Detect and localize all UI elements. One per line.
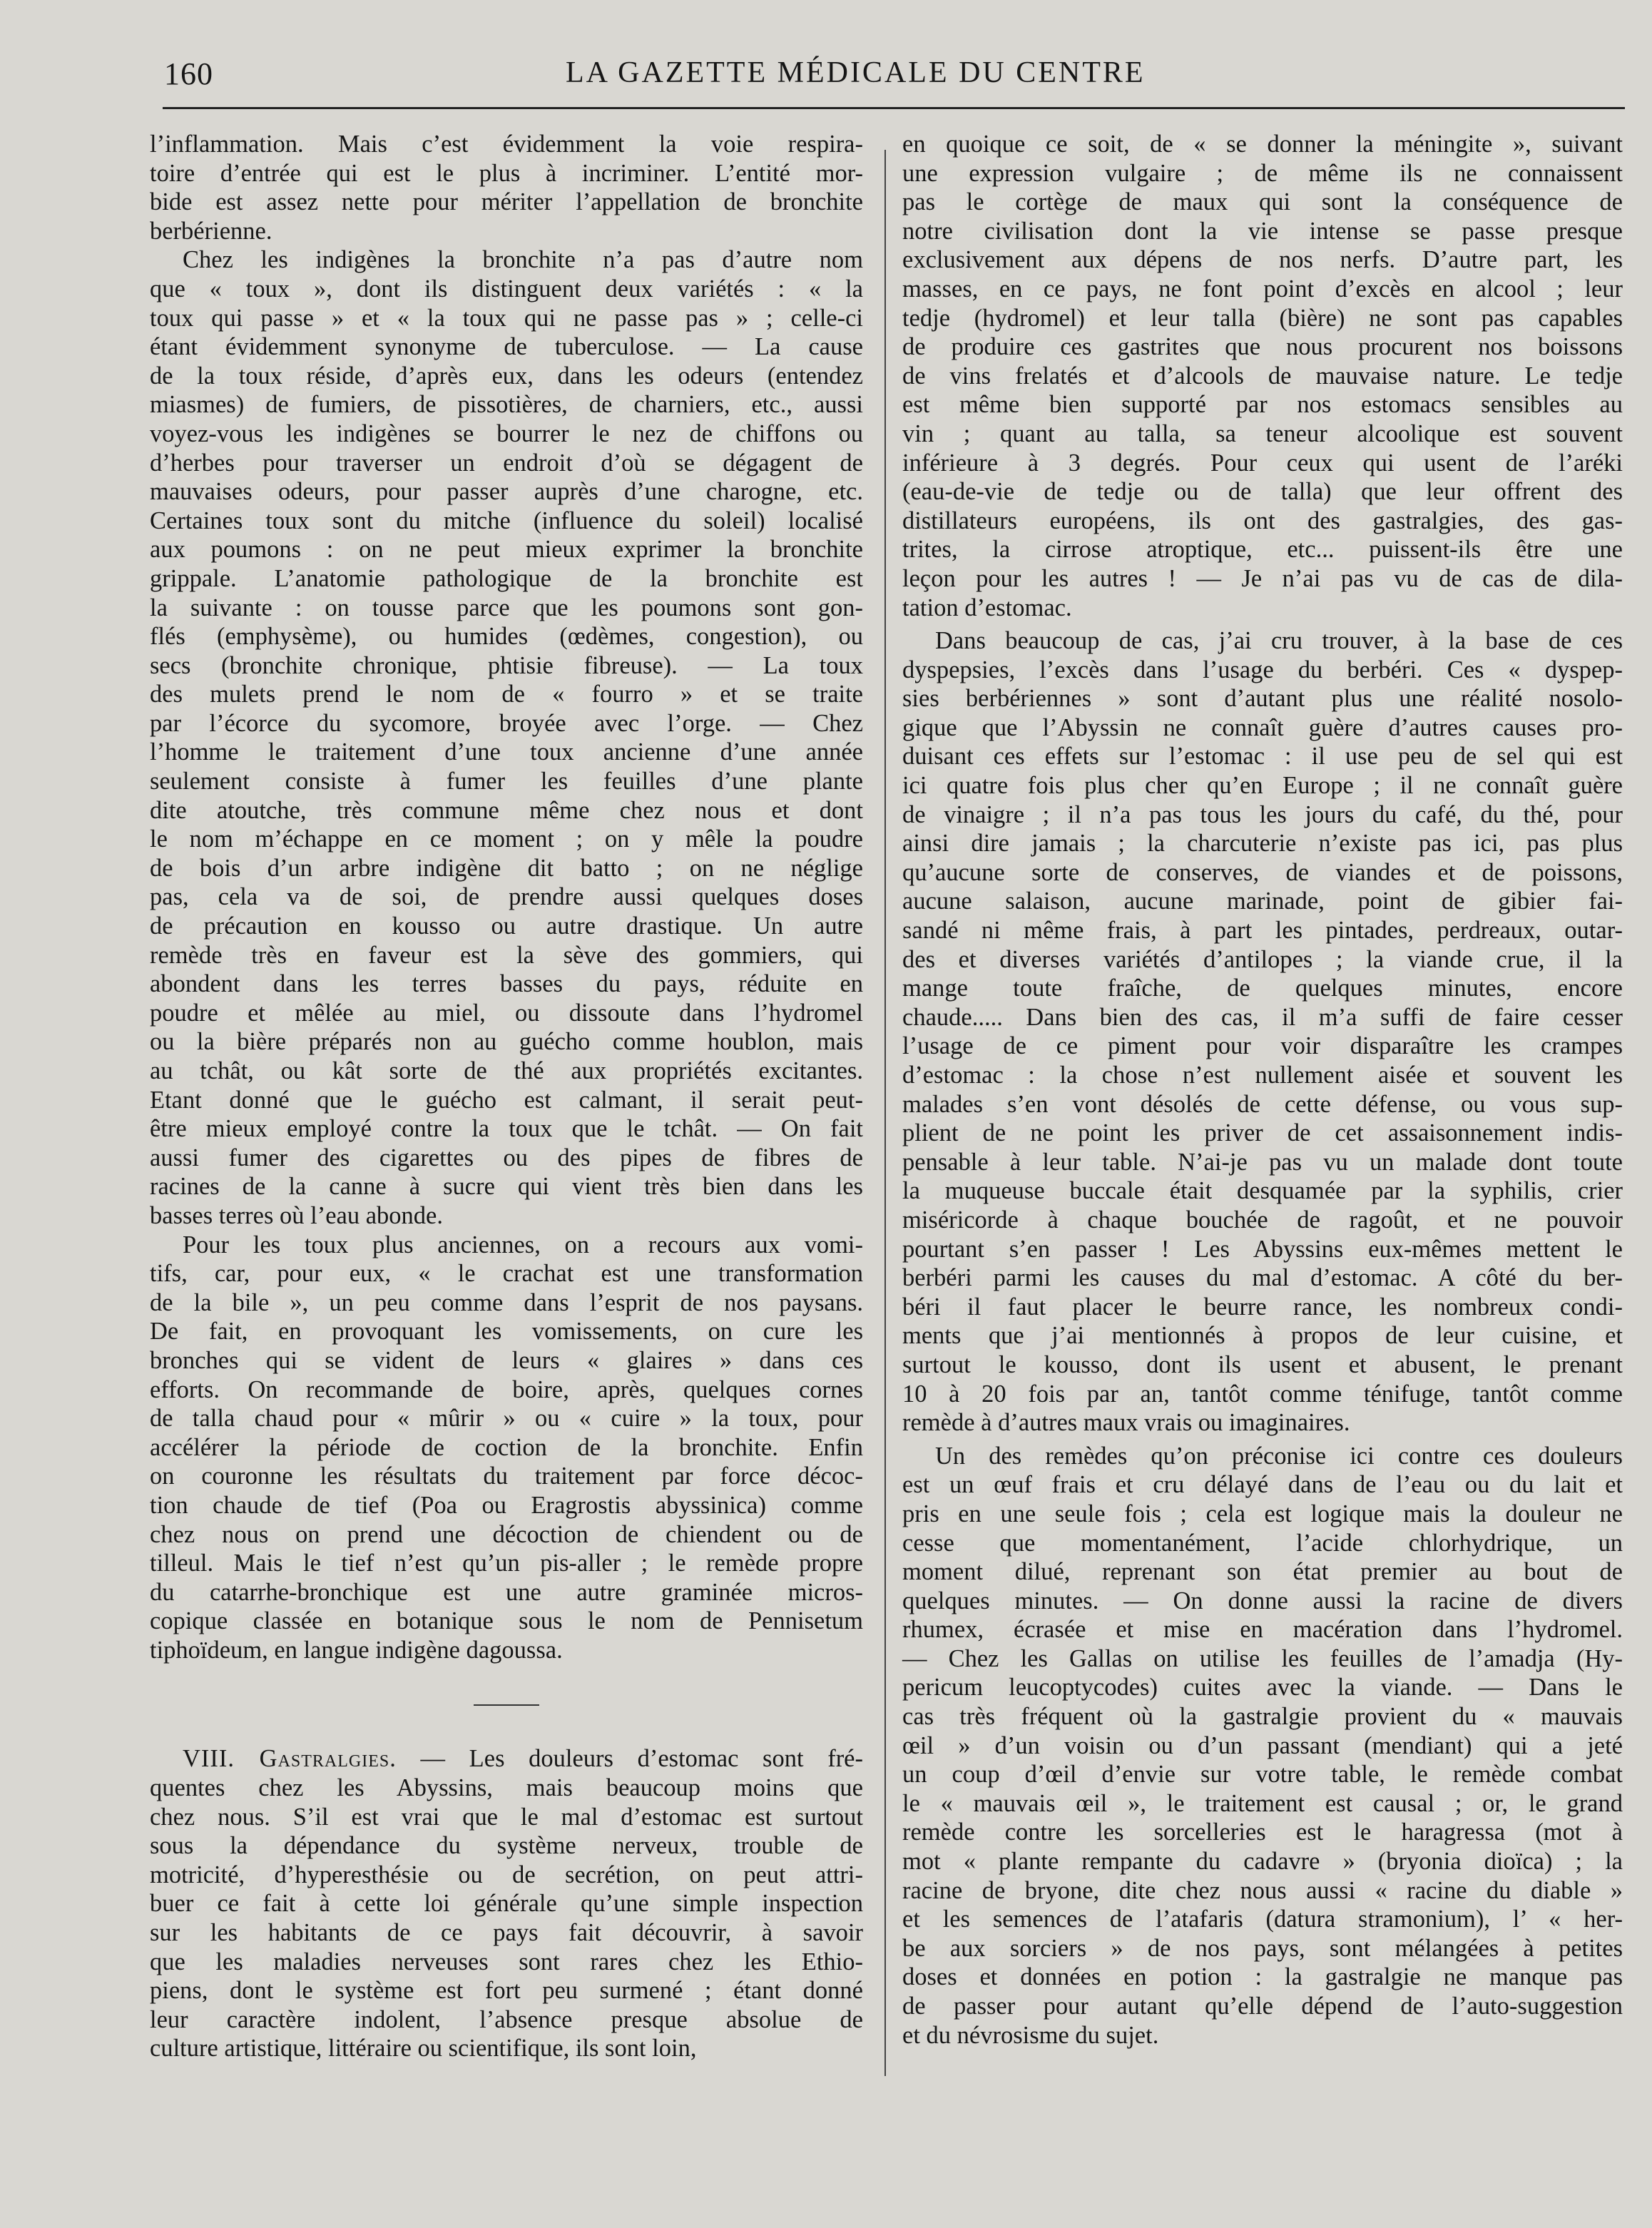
paragraph	[150, 130, 863, 245]
text-line: dyspepsies, l’excès dans l’usage du berbéri. Ces « dyspep-	[902, 656, 1623, 683]
text-line: chaude..... Dans bien des cas, il m’a suffi de faire cesser	[902, 1003, 1623, 1031]
text-line: tation d’estomac.	[902, 594, 1072, 621]
text-line: on couronne les résultats du traitement par force décoc-	[150, 1463, 863, 1490]
header-rule	[163, 107, 1625, 109]
text-line: exclusivement aux dépens de nos nerfs. D’autre part, les	[902, 246, 1623, 274]
text-line: miasmes) de fumiers, de pissotières, de charniers, etc., aussi	[150, 391, 863, 419]
text-line: des mulets prend le nom de « fourro » et se traite	[150, 681, 863, 708]
text-line: aux poumons : on ne peut mieux exprimer la bronchite	[150, 536, 863, 564]
text-line: pericum leucoptycodes) cuites avec la viande. — Dans le	[902, 1674, 1623, 1701]
text-line: et les semences de l’atafaris (datura stramonium), l’ « her-	[902, 1906, 1623, 1933]
paragraph	[150, 1231, 863, 1665]
text-line: motricité, d’hyperesthésie ou de secrétion, on peut attri-	[150, 1861, 863, 1888]
text-line: Etant donné que le guécho est calmant, il serait peut-	[150, 1086, 863, 1114]
text-line: de passer pour autant qu’elle dépend de l’auto-suggestion	[902, 1993, 1623, 2020]
text-line: seulement consiste à fumer les feuilles d’une plante	[150, 768, 863, 795]
text-line: ments que j’ai mentionnés à propos de leur cuisine, et	[902, 1322, 1623, 1350]
text-line: voyez-vous les indigènes se bourrer le nez de chiffons ou	[150, 419, 863, 447]
paragraph	[902, 130, 1623, 622]
text-line: sur les habitants de ce pays fait découvrir, à savoir	[150, 1919, 863, 1947]
text-line: de la toux réside, d’après eux, dans les odeurs (entendez	[150, 362, 863, 390]
text-line: accélérer la période de coction de la bronchite. Enfin	[150, 1433, 863, 1461]
text-line: est un œuf frais et cru délayé dans de l’eau ou du lait et	[902, 1471, 1623, 1499]
text-line: en quoique ce soit, de « se donner la méningite », suivant	[902, 131, 1623, 158]
text-line: ainsi dire jamais ; la charcuterie n’existe pas ici, pas plus	[902, 830, 1623, 858]
page-number: 160	[164, 56, 213, 91]
text-line: distillateurs européens, ils ont des gastralgies, des gas-	[902, 507, 1623, 534]
text-line: la suivante : on tousse parce que les poumons sont gon-	[150, 594, 863, 621]
text-line: cesse que momentanément, l’acide chlorhydrique, un	[902, 1529, 1623, 1557]
text-line: tion chaude de tief (Poa ou Eragrostis abyssinica) comme	[150, 1491, 863, 1519]
text-line: chez nous. S’il est vrai que le mal d’estomac est surtout	[150, 1803, 863, 1831]
text-line: la muqueuse buccale était desquamée par la syphilis, crier	[902, 1177, 1623, 1205]
text-line: remède très en faveur est la sève des gommiers, qui	[150, 941, 863, 969]
text-line: plient de ne point les priver de cet assaisonnement indis-	[902, 1119, 1623, 1147]
text-line: pas, cela va de soi, de prendre aussi quelques doses	[150, 883, 863, 911]
text-line: racines de la canne à sucre qui vient très bien dans les	[150, 1173, 863, 1201]
text-line: est même bien supporté par nos estomacs sensibles au	[902, 391, 1623, 419]
text-line: Dans beaucoup de cas, j’ai cru trouver, à la base de ces	[935, 627, 1623, 655]
text-line: duisant ces effets sur l’estomac : il use peu de sel qui est	[902, 743, 1623, 770]
text-line: surtout le kousso, dont ils usent et abusent, le prenant	[902, 1350, 1623, 1378]
text-line: 10 à 20 fois par an, tantôt comme ténifuge, tantôt comme	[902, 1380, 1623, 1408]
text-line: remède contre les sorcelleries est le haragressa (mot à	[902, 1818, 1623, 1846]
text-line: quelques minutes. — On donne aussi la racine de divers	[902, 1587, 1623, 1614]
text-line: masses, en ce pays, ne font point d’excès en alcool ; leur	[902, 275, 1623, 302]
text-line: de bois d’un arbre indigène dit batto ; on ne néglige	[150, 854, 863, 882]
text-line: toire d’entrée qui est le plus à incriminer. L’entité mor-	[150, 159, 863, 187]
text-line: mauvaises odeurs, pour passer auprès d’une charogne, etc.	[150, 478, 863, 506]
text-line: sandé ni même frais, à part les pintades, perdreaux, outar-	[902, 917, 1623, 945]
text-line: chez nous on prend une décoction de chiendent ou de	[150, 1520, 863, 1548]
text-line: gique que l’Abyssin ne connaît guère d’autres causes pro-	[902, 713, 1623, 741]
page-header	[163, 56, 1625, 98]
text-line: berbéri parmi les causes du mal d’estomac. A côté du ber-	[902, 1264, 1623, 1292]
paragraph	[150, 245, 863, 1230]
text-line: bronches qui se vident de leurs « glaires » dans ces	[150, 1346, 863, 1374]
text-line: que les maladies nerveuses sont rares chez les Ethio-	[150, 1948, 863, 1975]
text-line: doses et données en potion : la gastralgie ne manque pas	[902, 1963, 1623, 1991]
text-line: tiphoïdeum, en langue indigène dagoussa.	[150, 1636, 563, 1664]
text-line: mot « plante rempante du cadavre » (bryonia dioïca) ; la	[902, 1848, 1623, 1876]
text-line: du catarrhe-bronchique est une autre graminée micros-	[150, 1578, 863, 1606]
text-line: vin ; quant au talla, sa teneur alcoolique est souvent	[902, 419, 1623, 447]
paragraph	[902, 626, 1623, 1438]
text-line: (eau-de-vie de tedje ou de talla) que leur offrent des	[902, 478, 1623, 506]
text-line: malades s’en vont désolés de cette défense, ou vous sup-	[902, 1090, 1623, 1118]
text-line: l’homme le traitement d’une toux ancienne d’une année	[150, 738, 863, 766]
text-line: aussi fumer des cigarettes ou des pipes de fibres de	[150, 1144, 863, 1171]
text-line: sies berbériennes » sont d’autant plus une réalité nosolo-	[902, 685, 1623, 713]
text-line: pourtant s’en passer ! Les Abyssins eux-mêmes mettent le	[902, 1235, 1623, 1263]
text-line: de vins frelatés et d’alcools de mauvaise nature. Le tedje	[902, 362, 1623, 390]
text-line: d’herbes pour traverser un endroit d’où se dégagent de	[150, 449, 863, 477]
section-first-line	[150, 1744, 863, 1774]
text-line: rhumex, écrasée et mise en macération dans l’hydromel.	[902, 1616, 1623, 1644]
text-line: culture artistique, littéraire ou scientifique, ils sont loin,	[150, 2035, 697, 2062]
text-line: Pour les toux plus anciennes, on a recours aux vomi-	[183, 1231, 863, 1258]
right-column	[902, 130, 1623, 2050]
text-line: de produire ces gastrites que nous procurent nos boissons	[902, 333, 1623, 361]
text-line: leur caractère indolent, l’absence presque absolue de	[150, 2005, 863, 2033]
journal-title: LA GAZETTE MÉDICALE DU CENTRE	[566, 56, 1146, 89]
text-line: poudre et mêlée au miel, ou dissoute dans l’hydromel	[150, 999, 863, 1027]
section-heading: VIII. Gastralgies.	[183, 1745, 397, 1773]
text-line: efforts. On recommande de boire, après, quelques cornes	[150, 1375, 863, 1403]
text-line: copique classée en botanique sous le nom de Pennisetum	[150, 1607, 863, 1635]
text-line: qu’aucune sorte de conserves, de viandes et de poissons,	[902, 858, 1623, 886]
text-line: piens, dont le système est fort peu surmené ; étant donné	[150, 1977, 863, 2005]
text-line: l’usage de ce piment pour voir disparaître les crampes	[902, 1032, 1623, 1060]
text-line: tifs, car, pour eux, « le crachat est une transformation	[150, 1260, 863, 1288]
text-line: flés (emphysème), ou humides (œdèmes, congestion), ou	[150, 623, 863, 651]
text-line: dite atoutche, très commune même chez nous et dont	[150, 796, 863, 824]
text-line: étant évidemment synonyme de tuberculose. — La cause	[150, 333, 863, 361]
text-line: et du névrosisme du sujet.	[902, 2021, 1159, 2049]
text-line: l’inflammation. Mais c’est évidemment la voie respira-	[150, 131, 863, 158]
text-line: racine de bryone, dite chez nous aussi « racine du diable »	[902, 1876, 1623, 1904]
text-line: ici quatre fois plus cher qu’en Europe ; il ne connaît guère	[902, 772, 1623, 800]
text-line: inférieure à 3 degrés. Pour ceux qui usent de l’aréki	[902, 449, 1623, 477]
text-line: Chez les indigènes la bronchite n’a pas d’autre nom	[183, 246, 863, 274]
text-line: des et diverses variétés d’antilopes ; la viande crue, il la	[902, 945, 1623, 973]
text-line: notre civilisation dont la vie intense se passe presque	[902, 217, 1623, 245]
column-divider	[884, 150, 886, 2076]
text-line: pensable à leur table. N’ai-je pas vu un malade dont toute	[902, 1148, 1623, 1176]
text-line: de vinaigre ; il n’a pas tous les jours du café, du thé, pour	[902, 800, 1623, 828]
text-line: secs (bronchite chronique, phtisie fibreuse). — La toux	[150, 651, 863, 679]
text-line: buer ce fait à cette loi générale qu’une simple inspection	[150, 1890, 863, 1918]
text-line: de talla chaud pour « mûrir » ou « cuire » la toux, pour	[150, 1405, 863, 1433]
text-line: de la bile », un peu comme dans l’esprit de nos paysans.	[150, 1288, 863, 1316]
paragraph	[902, 1442, 1623, 2050]
text-line: bide est assez nette pour mériter l’appellation de bronchite	[150, 188, 863, 216]
text-line: œil » d’un voisin ou d’un passant (mendiant) qui a jeté	[902, 1731, 1623, 1759]
text-line: par l’écorce du sycomore, broyée avec l’orge. — Chez	[150, 709, 863, 737]
text-line: aucune salaison, aucune marinade, point de gibier fai-	[902, 887, 1623, 915]
text-line: miséricorde à chaque bouchée de ragoût, et ne pouvoir	[902, 1206, 1623, 1233]
text-line: abondent dans les terres basses du pays, réduite en	[150, 970, 863, 998]
text-line: le « mauvais œil », le traitement est causal ; or, le grand	[902, 1789, 1623, 1817]
section-gastralgies	[150, 1744, 863, 2063]
text-line: toux qui passe » et « la toux qui ne passe pas » ; celle-ci	[150, 304, 863, 332]
text-line: d’estomac : la chose n’est nullement aisée et souvent les	[902, 1062, 1623, 1089]
text-line: berbérienne.	[150, 217, 272, 245]
left-column	[150, 130, 863, 2063]
paragraph	[150, 1774, 863, 2063]
text-line: pris en une seule fois ; cela est logique mais la douleur ne	[902, 1500, 1623, 1527]
text-line: que « toux », dont ils distinguent deux variétés : « la	[150, 275, 863, 302]
text-line: remède à d’autres maux vrais ou imaginaires.	[902, 1409, 1350, 1437]
text-line: — Chez les Gallas on utilise les feuilles de l’amadja (Hy-	[902, 1644, 1623, 1672]
section-separator	[474, 1704, 539, 1706]
text-line: mange toute fraîche, de quelques minutes, encore	[902, 975, 1623, 1002]
text-line: Certaines toux sont du mitche (influence du soleil) localisé	[150, 507, 863, 534]
text-line: quentes chez les Abyssins, mais beaucoup moins que	[150, 1774, 863, 1802]
text-line: moment dilué, reprenant son état premier au bout de	[902, 1558, 1623, 1586]
text-line: Un des remèdes qu’on préconise ici contre ces douleurs	[935, 1442, 1623, 1470]
text-line: de précaution en kousso ou autre drastique. Un autre	[150, 912, 863, 940]
text-line: sous la dépendance du système nerveux, trouble de	[150, 1832, 863, 1860]
text-line: une expression vulgaire ; de même ils ne connaissent	[902, 159, 1623, 187]
text-line: le nom m’échappe en ce moment ; on y mêle la poudre	[150, 825, 863, 853]
text-line: basses terres où l’eau abonde.	[150, 1201, 443, 1229]
text-line: be aux sorciers » de nos pays, sont mélangées à petites	[902, 1934, 1623, 1962]
text-line: De fait, en provoquant les vomissements, on cure les	[150, 1318, 863, 1346]
text-line: un coup d’œil d’envie sur votre table, le remède combat	[902, 1761, 1623, 1789]
text-line: tilleul. Mais le tief n’est qu’un pis-aller ; le remède propre	[150, 1550, 863, 1577]
text-line: béri il faut placer le beurre rance, les nombreux condi-	[902, 1293, 1623, 1321]
text-line: — Les douleurs d’estomac sont fré-	[396, 1745, 863, 1773]
text-line: au tchât, ou kât sorte de thé aux propriétés excitantes.	[150, 1057, 863, 1084]
text-line: grippale. L’anatomie pathologique de la bronchite est	[150, 564, 863, 592]
text-line: trites, la cirrose atroptique, etc... puissent-ils être une	[902, 536, 1623, 564]
text-line: tedje (hydromel) et leur talla (bière) ne sont pas capables	[902, 304, 1623, 332]
text-line: être mieux employé contre la toux que le tchât. — On fait	[150, 1115, 863, 1143]
text-line: ou la bière préparés non au guécho comme houblon, mais	[150, 1028, 863, 1056]
text-line: cas très fréquent où la gastralgie provient du « mauvais	[902, 1703, 1623, 1731]
text-line: leçon pour les autres ! — Je n’ai pas vu de cas de dila-	[902, 564, 1623, 592]
text-line: pas le cortège de maux qui sont la conséquence de	[902, 188, 1623, 216]
